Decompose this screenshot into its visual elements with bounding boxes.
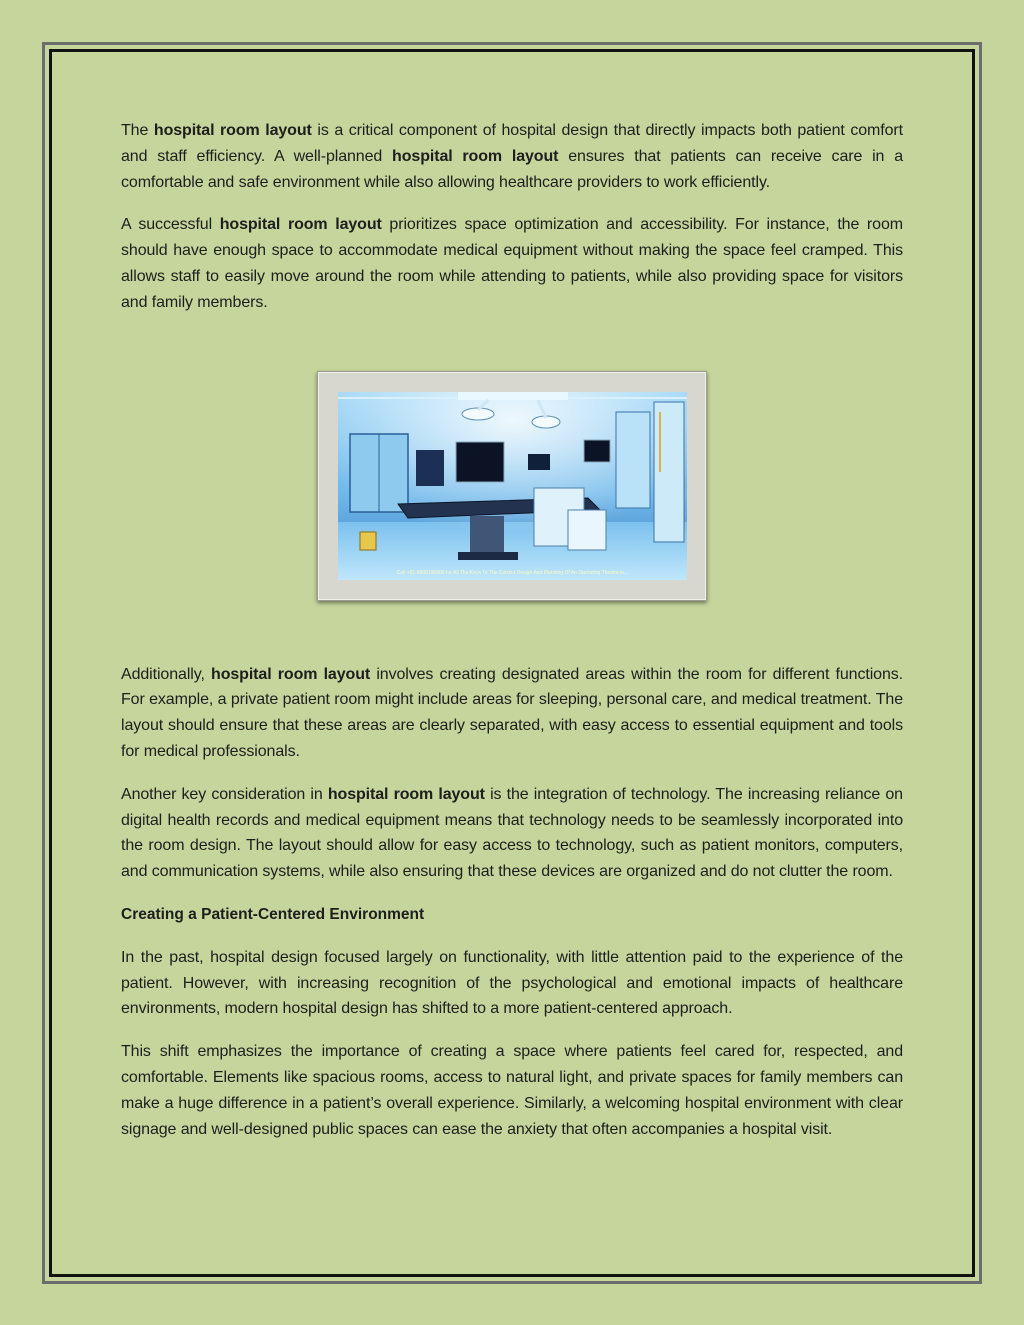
paragraph-patient-centered: This shift emphasizes the importance of creating a space where patients feel cared for, respected, and comfortable. Elements like spacious rooms, access to natural light, and private spaces for family members can make a huge difference in a patient’s overall experience. Similarly, a welcoming hospital environment with clear signage and well-designed public spaces can ease the anxiety that often accompanies a hospital visit. (121, 1043, 903, 1138)
text-run: A successful (121, 216, 220, 234)
section-heading: Creating a Patient-Centered Environment (121, 905, 425, 923)
keyword-hospital-room-layout: hospital room layout (327, 785, 485, 803)
operating-room-illustration (338, 392, 687, 580)
paragraph-intro (121, 118, 903, 195)
paragraph-history: In the past, hospital design focused largely on functionality, with little attention paid to the experience of the patient. However, with increasing recognition of the psychological and emotional impacts of healthcare environments, modern hospital design has shifted to a more patient-centered approach. (121, 948, 903, 1018)
text-run: is a critical component of hospital design that directly impacts both patient comfort and staff efficiency. A well-planned (121, 122, 903, 165)
keyword-hospital-room-layout: hospital room layout (211, 665, 371, 683)
text-run: ensures that patients can receive care in a comfortable and safe environment while also allowing healthcare providers to work efficiently. (121, 147, 903, 191)
text-run: prioritizes space optimization and accessibility. For instance, the room should have enough space to accommodate medical equipment without making the space feel cramped. This allows staff to easily move around the room while attending to patients, while also providing space for visitors and family members. (121, 216, 903, 311)
text-run: The (121, 122, 154, 139)
text-run: is the integration of technology. The increasing reliance on digital health records and medical equipment means that technology needs to be seamlessly incorporated into the room design. The layout should allow for easy access to technology, such as patient monitors, computers, and communication systems, while also ensuring that these devices are organized and do not clutter the room. (121, 785, 903, 881)
photo-caption: Call +91-8800190506 for All The Keys To The Correct Design And Planning Of An Operating Theatre in... (396, 569, 629, 576)
paragraph-designated-areas (121, 662, 903, 765)
article-body (121, 118, 903, 1159)
operating-room-photo (338, 392, 687, 580)
paragraph-space-optimization (121, 212, 903, 315)
text-run: involves creating designated areas within the room for different functions. For example, a private patient room might include areas for sleeping, personal care, and medical treatment. The layout should ensure that these areas are clearly separated, with easy access to essential equipment and tools for medical professionals. (121, 665, 903, 760)
keyword-hospital-room-layout: hospital room layout (392, 147, 559, 165)
keyword-hospital-room-layout: hospital room layout (153, 122, 312, 139)
figure (121, 333, 903, 662)
text-run: Another key consideration in (121, 785, 328, 803)
photo-frame (317, 371, 707, 601)
text-run: Additionally, (121, 665, 212, 683)
paragraph-technology (121, 782, 903, 885)
keyword-hospital-room-layout: hospital room layout (219, 216, 382, 234)
